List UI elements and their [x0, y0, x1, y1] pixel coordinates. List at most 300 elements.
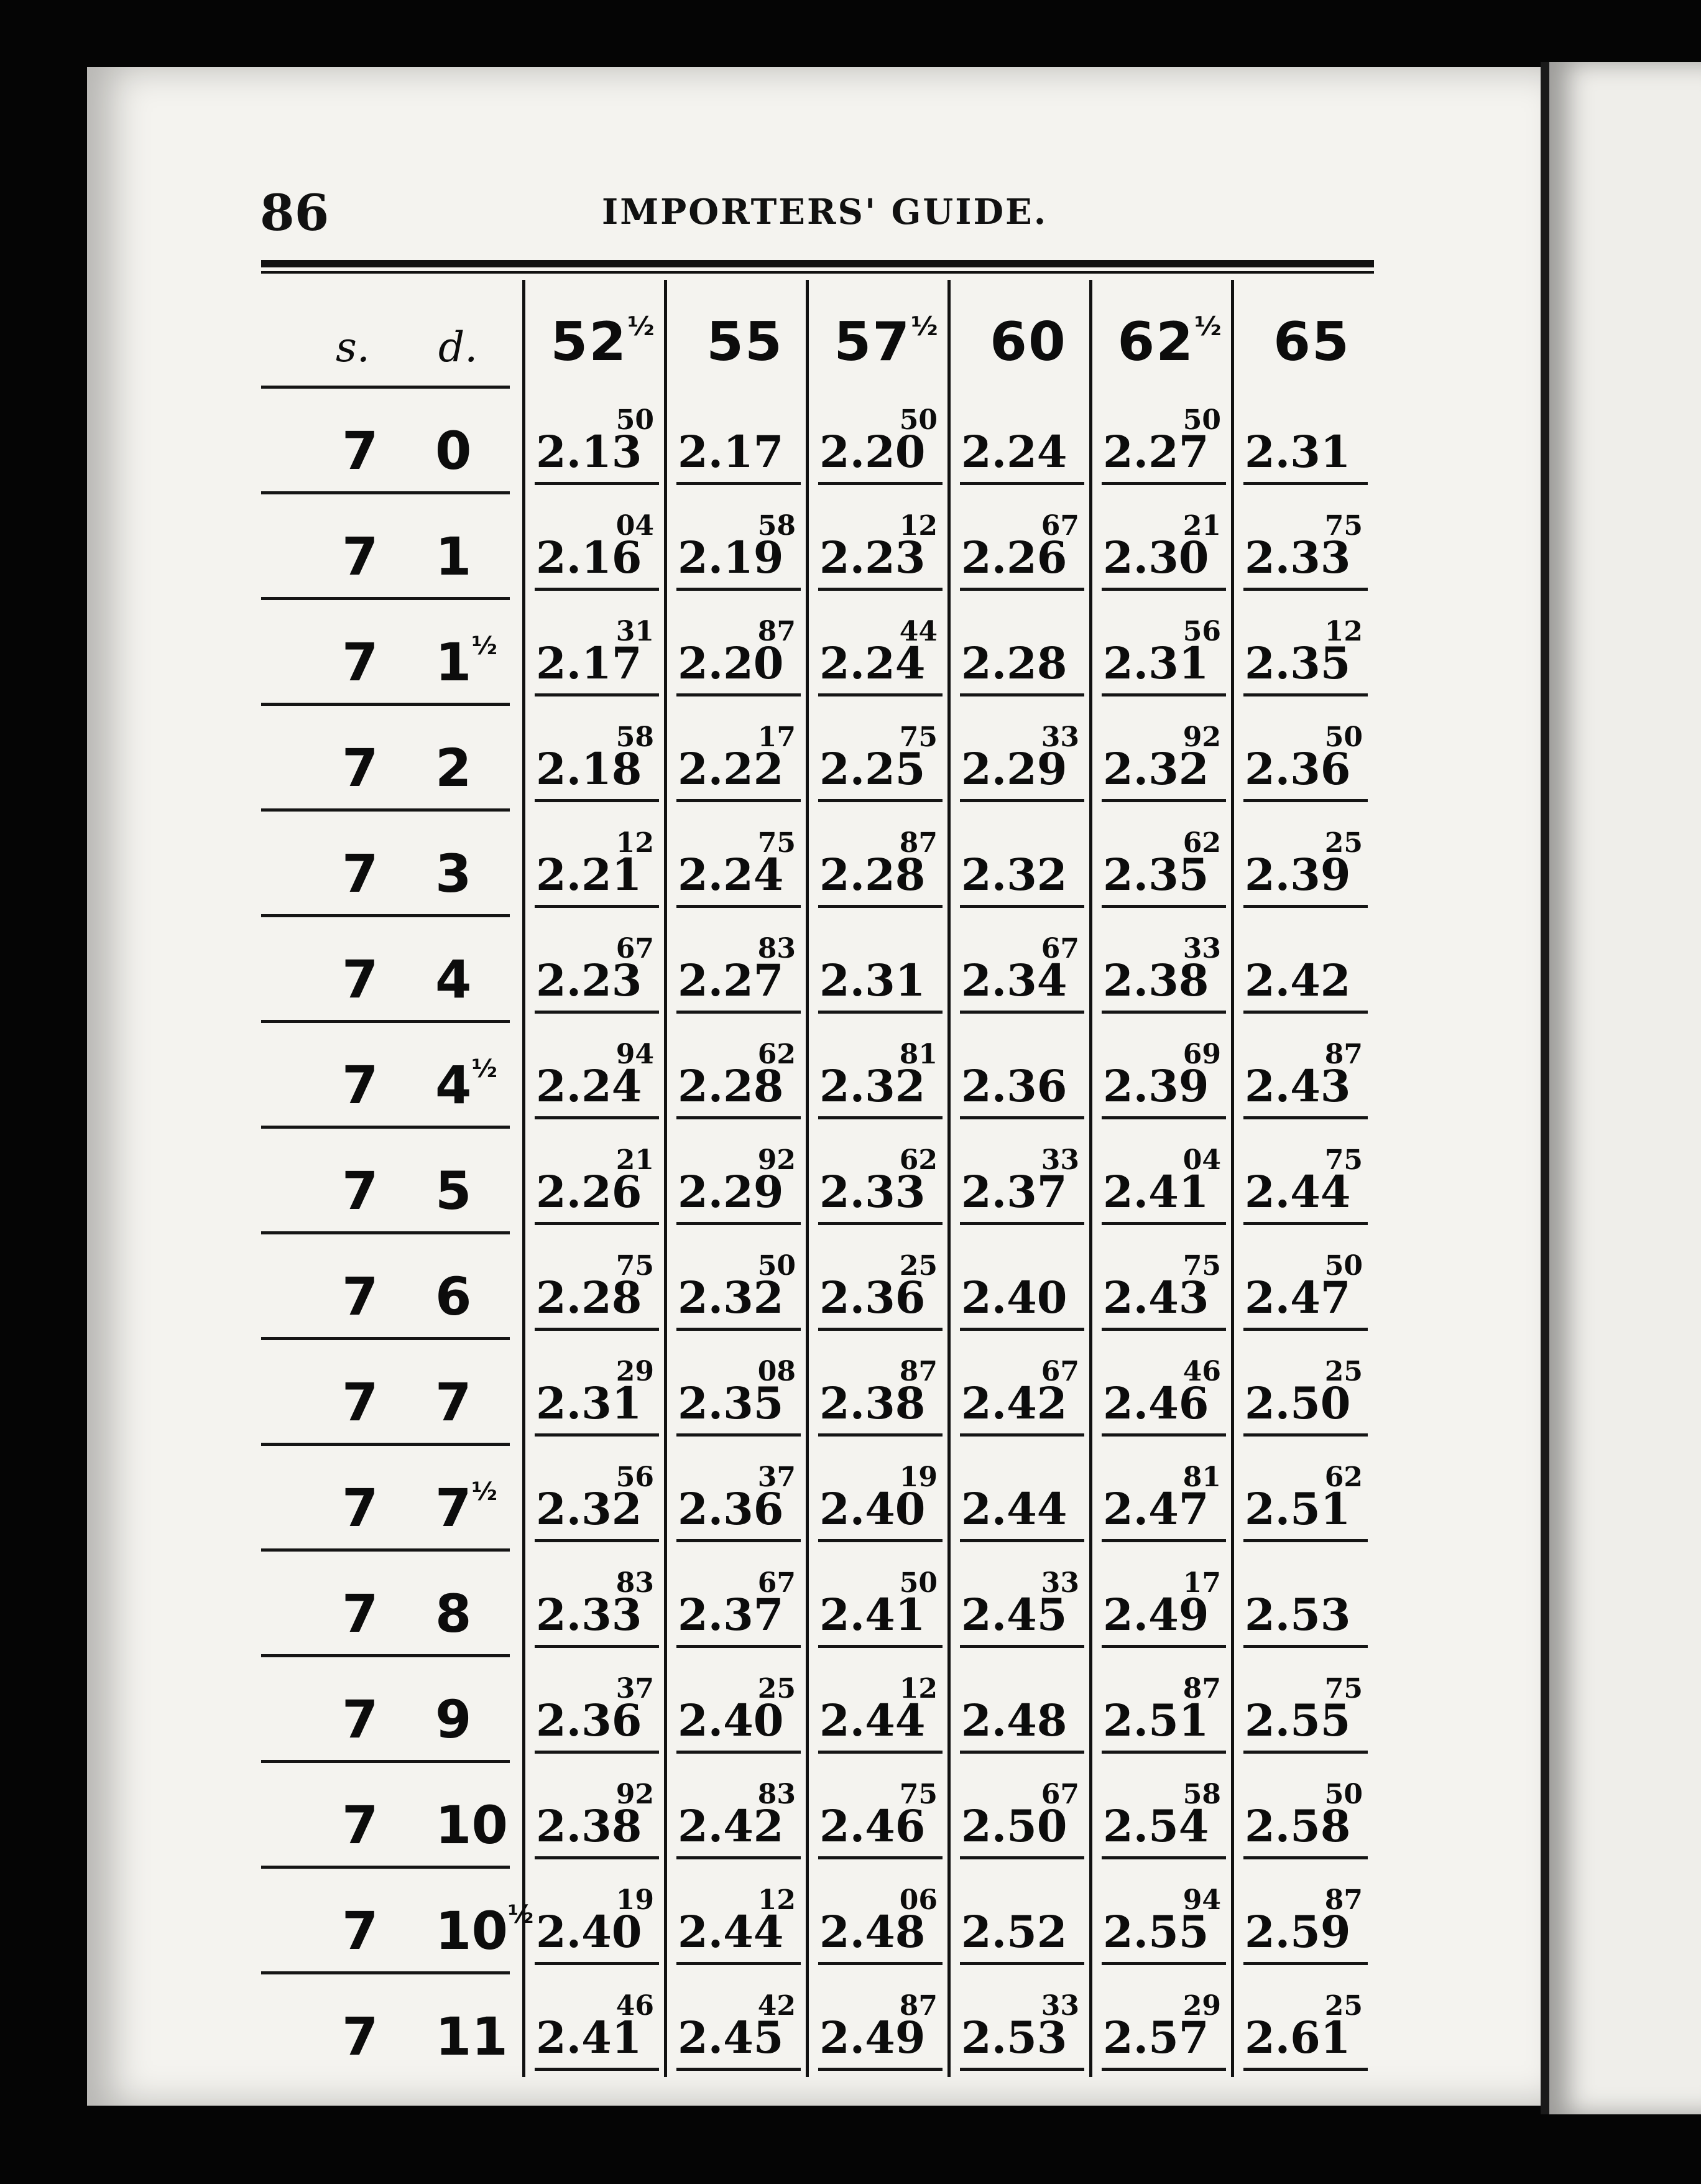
cell-underline: [535, 482, 659, 485]
price-cell: [812, 1144, 943, 1225]
price-cell: [812, 1673, 943, 1754]
price-cell: [954, 616, 1084, 696]
price-value: 2.46: [1103, 1377, 1209, 1429]
price-value: 2.17: [536, 637, 642, 689]
cell-underline: [960, 799, 1084, 802]
row-rule: [261, 1760, 510, 1763]
pence-whole: 0: [435, 420, 472, 481]
price-fraction-superscript: 92: [1182, 721, 1221, 753]
price-cell: [528, 1461, 659, 1542]
price-fraction-superscript: 25: [757, 1673, 796, 1705]
cell-underline: [818, 588, 943, 591]
cell-underline: [960, 1539, 1084, 1542]
cell-underline: [676, 1751, 801, 1754]
price-fraction-superscript: 19: [615, 1884, 654, 1916]
price-cell: [1237, 404, 1368, 485]
pence-whole: 1: [435, 632, 472, 693]
price-value: 2.57: [1103, 2012, 1209, 2063]
price-fraction-superscript: 08: [757, 1356, 796, 1387]
column-header: [1102, 311, 1238, 373]
pence-value: [435, 420, 471, 481]
price-cell: [812, 933, 943, 1014]
price-value: 2.26: [536, 1166, 642, 1218]
shillings-value: 7: [342, 1372, 379, 1433]
column-headers: [261, 280, 1393, 386]
price-fraction-superscript: 12: [899, 1673, 938, 1705]
price-value: 2.28: [536, 1272, 642, 1323]
price-cell: [670, 1990, 801, 2071]
row-rule: [261, 703, 510, 706]
cell-underline: [818, 1962, 943, 1965]
price-fraction-superscript: 56: [1182, 616, 1221, 647]
price-value: 2.36: [678, 1483, 784, 1535]
pence-whole: 10: [435, 1795, 508, 1856]
price-value: 2.32: [678, 1272, 784, 1323]
cell-underline: [676, 1222, 801, 1225]
price-value: 2.40: [961, 1272, 1067, 1323]
table-row: [261, 1231, 1393, 1337]
price-fraction-superscript: 67: [615, 933, 654, 965]
price-fraction-superscript: 21: [1182, 510, 1221, 542]
price-value: 2.37: [678, 1589, 784, 1640]
cell-underline: [818, 482, 943, 485]
cell-underline: [535, 799, 659, 802]
row-rule: [261, 808, 510, 812]
price-fraction-superscript: 58: [1182, 1779, 1221, 1810]
price-value: 2.31: [536, 1377, 642, 1429]
price-value: 2.41: [1103, 1166, 1209, 1218]
price-value: 2.33: [1245, 532, 1351, 583]
price-cell: [954, 1250, 1084, 1331]
column-header-value: 55: [706, 311, 783, 373]
price-cell: [812, 404, 943, 485]
column-header: [960, 311, 1097, 373]
price-cell: [812, 1884, 943, 1965]
pence-fraction: ½: [471, 1478, 497, 1506]
column-header-value: 62: [1117, 311, 1195, 373]
cell-underline: [676, 693, 801, 696]
cell-underline: [960, 1011, 1084, 1014]
price-cell: [528, 404, 659, 485]
price-value: 2.53: [961, 2012, 1067, 2063]
price-fraction-superscript: 50: [1324, 721, 1363, 753]
cell-underline: [960, 588, 1084, 591]
price-cell: [1237, 1884, 1368, 1965]
price-fraction-superscript: 33: [1041, 1567, 1079, 1599]
price-value: 2.20: [678, 637, 784, 689]
shillings-value: 7: [342, 843, 379, 904]
column-header-fraction: ½: [627, 311, 656, 341]
cell-underline: [1243, 1962, 1368, 1965]
price-value: 2.32: [536, 1483, 642, 1535]
cell-underline: [535, 1011, 659, 1014]
cell-underline: [1102, 2068, 1226, 2071]
cell-underline: [1243, 1539, 1368, 1542]
shillings-value: 7: [342, 420, 379, 481]
price-value: 2.53: [1245, 1589, 1351, 1640]
price-value: 2.46: [819, 1800, 926, 1852]
price-value: 2.27: [1103, 426, 1209, 478]
cell-underline: [676, 1645, 801, 1648]
price-value: 2.16: [536, 532, 642, 583]
price-cell: [670, 616, 801, 696]
running-head: IMPORTERS' GUIDE.: [602, 192, 1048, 233]
price-cell: [812, 1779, 943, 1859]
pence-fraction: ½: [471, 632, 497, 660]
price-cell: [670, 510, 801, 591]
price-cell: [812, 1356, 943, 1437]
price-cell: [1095, 827, 1226, 908]
price-value: 2.24: [819, 637, 926, 689]
price-fraction-superscript: 29: [615, 1356, 654, 1387]
price-cell: [1095, 616, 1226, 696]
price-value: 2.44: [961, 1483, 1067, 1535]
price-value: 2.32: [1103, 743, 1209, 795]
table-row: [261, 808, 1393, 914]
price-value: 2.22: [678, 743, 784, 795]
cell-underline: [535, 1539, 659, 1542]
table-row: [261, 1337, 1393, 1443]
price-cell: [1237, 827, 1368, 908]
cell-underline: [960, 1116, 1084, 1119]
price-cell: [812, 1990, 943, 2071]
price-fraction-superscript: 25: [1324, 1990, 1363, 2022]
cell-underline: [818, 1856, 943, 1859]
price-fraction-superscript: 50: [615, 404, 654, 436]
price-value: 2.52: [961, 1906, 1067, 1958]
price-cell: [1237, 1567, 1368, 1648]
pence-header: d.: [438, 323, 478, 371]
price-fraction-superscript: 50: [899, 1567, 938, 1599]
price-fraction-superscript: 87: [899, 1356, 938, 1387]
cell-underline: [1243, 1011, 1368, 1014]
cell-underline: [535, 588, 659, 591]
price-cell: [1095, 1567, 1226, 1648]
price-cell: [670, 1673, 801, 1754]
cell-underline: [1243, 799, 1368, 802]
price-value: 2.35: [1103, 849, 1209, 900]
cell-underline: [676, 1962, 801, 1965]
price-cell: [670, 1144, 801, 1225]
price-cell: [528, 616, 659, 696]
pence-whole: 9: [435, 1689, 472, 1750]
price-value: 2.44: [819, 1695, 926, 1746]
column-header: [818, 311, 955, 373]
price-cell: [812, 1461, 943, 1542]
pence-value: [435, 949, 471, 1010]
table-row: [261, 1126, 1393, 1231]
table-row: [261, 491, 1393, 597]
price-value: 2.37: [961, 1166, 1067, 1218]
price-cell: [1095, 1250, 1226, 1331]
price-cell: [1237, 933, 1368, 1014]
cell-underline: [960, 1962, 1084, 1965]
price-fraction-superscript: 75: [615, 1250, 654, 1282]
pence-value: [435, 1900, 533, 1961]
row-rule: [261, 1231, 510, 1234]
cell-underline: [960, 1856, 1084, 1859]
price-cell: [1237, 1039, 1368, 1119]
price-value: 2.26: [961, 532, 1067, 583]
cell-underline: [1102, 1539, 1226, 1542]
price-value: 2.51: [1103, 1695, 1209, 1746]
price-fraction-superscript: 94: [615, 1039, 654, 1070]
cell-underline: [960, 905, 1084, 908]
price-cell: [1095, 1356, 1226, 1437]
price-value: 2.49: [1103, 1589, 1209, 1640]
price-cell: [954, 1990, 1084, 2071]
price-value: 2.27: [678, 955, 784, 1006]
price-value: 2.25: [819, 743, 926, 795]
price-cell: [1237, 1461, 1368, 1542]
price-value: 2.30: [1103, 532, 1209, 583]
price-value: 2.40: [536, 1906, 642, 1958]
price-value: 2.50: [961, 1800, 1067, 1852]
price-fraction-superscript: 83: [615, 1567, 654, 1599]
price-fraction-superscript: 33: [1182, 933, 1221, 965]
price-cell: [1237, 721, 1368, 802]
cell-underline: [1102, 1645, 1226, 1648]
shillings-value: 7: [342, 2006, 379, 2067]
price-cell: [670, 1567, 801, 1648]
cell-underline: [535, 1433, 659, 1437]
price-fraction-superscript: 87: [899, 827, 938, 859]
cell-underline: [1102, 799, 1226, 802]
price-cell: [812, 827, 943, 908]
cell-underline: [535, 1645, 659, 1648]
pence-value: [435, 1055, 497, 1116]
price-value: 2.47: [1245, 1272, 1351, 1323]
price-cell: [1095, 1461, 1226, 1542]
price-fraction-superscript: 67: [1041, 1779, 1079, 1810]
price-value: 2.13: [536, 426, 642, 478]
price-value: 2.41: [536, 2012, 642, 2063]
price-value: 2.40: [819, 1483, 926, 1535]
price-fraction-superscript: 33: [1041, 721, 1079, 753]
price-fraction-superscript: 87: [1324, 1039, 1363, 1070]
price-value: 2.61: [1245, 2012, 1351, 2063]
price-fraction-superscript: 62: [757, 1039, 796, 1070]
price-cell: [1095, 1884, 1226, 1965]
row-rule: [261, 1548, 510, 1552]
row-rule: [261, 386, 510, 389]
price-cell: [670, 721, 801, 802]
cell-underline: [1102, 1962, 1226, 1965]
cell-underline: [1243, 2068, 1368, 2071]
row-rule: [261, 1971, 510, 1974]
cell-underline: [1102, 693, 1226, 696]
cell-underline: [1102, 1011, 1226, 1014]
price-value: 2.54: [1103, 1800, 1209, 1852]
price-cell: [670, 1779, 801, 1859]
price-cell: [528, 510, 659, 591]
price-fraction-superscript: 44: [899, 616, 938, 647]
row-rule: [261, 1126, 510, 1129]
cell-underline: [960, 1433, 1084, 1437]
table-row: [261, 1443, 1393, 1548]
column-header: [676, 311, 813, 373]
shillings-value: 7: [342, 738, 379, 798]
cell-underline: [1102, 1116, 1226, 1119]
price-fraction-superscript: 31: [615, 616, 654, 647]
cell-underline: [1102, 482, 1226, 485]
price-cell: [954, 933, 1084, 1014]
price-fraction-superscript: 37: [757, 1461, 796, 1493]
price-cell: [528, 1990, 659, 2071]
row-rule: [261, 597, 510, 600]
price-value: 2.42: [678, 1800, 784, 1852]
price-cell: [1237, 510, 1368, 591]
pence-value: [435, 1478, 497, 1539]
price-fraction-superscript: 75: [757, 827, 796, 859]
price-value: 2.47: [1103, 1483, 1209, 1535]
price-cell: [954, 1461, 1084, 1542]
price-cell: [1237, 1250, 1368, 1331]
price-value: 2.33: [536, 1589, 642, 1640]
price-fraction-superscript: 04: [615, 510, 654, 542]
cell-underline: [1243, 1433, 1368, 1437]
price-cell: [528, 1144, 659, 1225]
cell-underline: [818, 799, 943, 802]
pence-value: [435, 738, 471, 798]
price-fraction-superscript: 29: [1182, 1990, 1221, 2022]
column-header: [535, 311, 671, 373]
cell-underline: [535, 1751, 659, 1754]
pence-whole: 7: [435, 1372, 472, 1433]
column-header-value: 52: [550, 311, 628, 373]
table-row: [261, 1866, 1393, 1971]
cell-underline: [676, 799, 801, 802]
cell-underline: [676, 1011, 801, 1014]
price-fraction-superscript: 42: [757, 1990, 796, 2022]
price-cell: [954, 510, 1084, 591]
price-value: 2.29: [961, 743, 1067, 795]
pence-whole: 3: [435, 843, 472, 904]
price-cell: [954, 404, 1084, 485]
price-cell: [954, 1356, 1084, 1437]
price-fraction-superscript: 81: [1182, 1461, 1221, 1493]
price-value: 2.59: [1245, 1906, 1351, 1958]
price-fraction-superscript: 69: [1182, 1039, 1221, 1070]
price-value: 2.28: [819, 849, 926, 900]
cell-underline: [535, 1116, 659, 1119]
table-row: [261, 597, 1393, 703]
price-value: 2.34: [961, 955, 1067, 1006]
cell-underline: [676, 1116, 801, 1119]
pence-whole: 11: [435, 2006, 508, 2067]
price-cell: [670, 827, 801, 908]
pence-value: [435, 1795, 508, 1856]
price-value: 2.48: [961, 1695, 1067, 1746]
price-cell: [670, 1039, 801, 1119]
cell-underline: [1102, 1856, 1226, 1859]
cell-underline: [676, 905, 801, 908]
price-fraction-superscript: 87: [899, 1990, 938, 2022]
price-value: 2.21: [536, 849, 642, 900]
price-cell: [1237, 1144, 1368, 1225]
cell-underline: [818, 1328, 943, 1331]
cell-underline: [1243, 1222, 1368, 1225]
price-fraction-superscript: 33: [1041, 1144, 1079, 1176]
price-fraction-superscript: 19: [899, 1461, 938, 1493]
price-cell: [528, 1567, 659, 1648]
price-value: 2.19: [678, 532, 784, 583]
price-fraction-superscript: 12: [757, 1884, 796, 1916]
cell-underline: [535, 1328, 659, 1331]
price-cell: [954, 1884, 1084, 1965]
price-value: 2.35: [678, 1377, 784, 1429]
price-fraction-superscript: 12: [615, 827, 654, 859]
cell-underline: [818, 1222, 943, 1225]
price-fraction-superscript: 94: [1182, 1884, 1221, 1916]
price-cell: [528, 1250, 659, 1331]
price-fraction-superscript: 75: [1324, 1673, 1363, 1705]
price-value: 2.32: [819, 1060, 926, 1112]
cell-underline: [960, 1222, 1084, 1225]
price-value: 2.24: [678, 849, 784, 900]
row-rule: [261, 1337, 510, 1340]
price-fraction-superscript: 58: [615, 721, 654, 753]
cell-underline: [1243, 693, 1368, 696]
shillings-value: 7: [342, 1583, 379, 1644]
price-cell: [528, 1039, 659, 1119]
pence-fraction: ½: [471, 1055, 497, 1083]
cell-underline: [1243, 1751, 1368, 1754]
cell-underline: [535, 1222, 659, 1225]
price-value: 2.50: [1245, 1377, 1351, 1429]
shillings-value: 7: [342, 949, 379, 1010]
price-cell: [954, 1673, 1084, 1754]
price-cell: [954, 1039, 1084, 1119]
price-cell: [1237, 1990, 1368, 2071]
price-value: 2.44: [1245, 1166, 1351, 1218]
price-fraction-superscript: 37: [615, 1673, 654, 1705]
price-fraction-superscript: 67: [1041, 1356, 1079, 1387]
shillings-value: 7: [342, 526, 379, 587]
price-fraction-superscript: 12: [1324, 616, 1363, 647]
column-header-value: 57: [834, 311, 911, 373]
price-value: 2.35: [1245, 637, 1351, 689]
price-fraction-superscript: 50: [1182, 404, 1221, 436]
price-cell: [1237, 1779, 1368, 1859]
price-fraction-superscript: 12: [899, 510, 938, 542]
row-rule: [261, 1654, 510, 1657]
price-value: 2.28: [961, 637, 1067, 689]
price-value: 2.23: [819, 532, 926, 583]
cell-underline: [818, 1539, 943, 1542]
shillings-value: 7: [342, 1160, 379, 1221]
shillings-value: 7: [342, 1266, 379, 1327]
price-value: 2.42: [961, 1377, 1067, 1429]
cell-underline: [1102, 1222, 1226, 1225]
price-fraction-superscript: 75: [899, 721, 938, 753]
price-fraction-superscript: 25: [899, 1250, 938, 1282]
price-value: 2.36: [536, 1695, 642, 1746]
price-fraction-superscript: 46: [615, 1990, 654, 2022]
price-value: 2.38: [1103, 955, 1209, 1006]
table-row: [261, 1020, 1393, 1126]
price-fraction-superscript: 92: [615, 1779, 654, 1810]
pence-value: [435, 1689, 471, 1750]
price-fraction-superscript: 62: [1182, 827, 1221, 859]
pence-value: [435, 632, 497, 693]
price-cell: [954, 1567, 1084, 1648]
price-fraction-superscript: 75: [1182, 1250, 1221, 1282]
price-fraction-superscript: 46: [1182, 1356, 1221, 1387]
price-value: 2.18: [536, 743, 642, 795]
price-cell: [670, 1250, 801, 1331]
price-cell: [812, 510, 943, 591]
